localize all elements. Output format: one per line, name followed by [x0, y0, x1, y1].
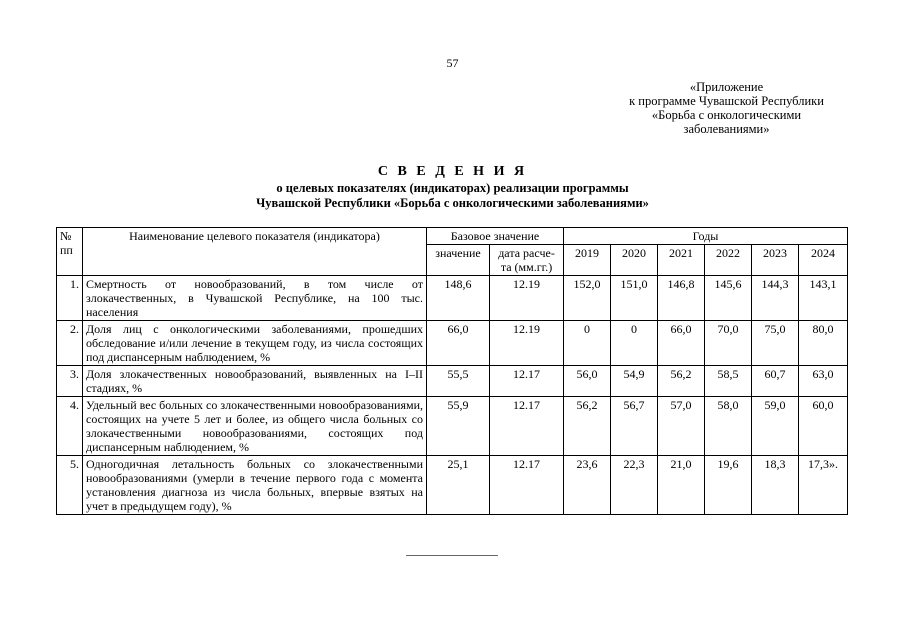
row-base-date: 12.19: [490, 321, 564, 366]
row-year-value: 59,0: [752, 397, 799, 456]
appendix-line: «Борьба с онкологическими: [651, 108, 802, 122]
row-year-value: 146,8: [658, 276, 705, 321]
row-year-value: 70,0: [705, 321, 752, 366]
row-year-value: 22,3: [611, 456, 658, 515]
row-year-value: 75,0: [752, 321, 799, 366]
row-year-value: 17,3».: [799, 456, 848, 515]
row-base-date: 12.17: [490, 397, 564, 456]
row-indicator-name: Смертность от новообразований, в том числе от злокачественных, в Чувашской Республике, на 100 тыс. населения: [83, 276, 427, 321]
row-year-value: 143,1: [799, 276, 848, 321]
footer-divider: [406, 555, 498, 556]
row-number: 3.: [57, 366, 83, 397]
row-year-value: 56,2: [564, 397, 611, 456]
header-base-value-date: дата расче-та (мм.гг.): [490, 245, 564, 276]
indicators-table: [56, 227, 848, 515]
page-number: 57: [446, 56, 459, 70]
row-year-value: 58,5: [705, 366, 752, 397]
header-years: Годы: [564, 228, 848, 245]
row-year-value: 0: [564, 321, 611, 366]
row-number: 5.: [57, 456, 83, 515]
row-year-value: 151,0: [611, 276, 658, 321]
row-year-value: 18,3: [752, 456, 799, 515]
row-year-value: 56,0: [564, 366, 611, 397]
appendix-note: [594, 80, 859, 136]
row-base-value: 55,9: [427, 397, 490, 456]
row-base-value: 25,1: [427, 456, 490, 515]
title-subtitle-line1: о целевых показателях (индикаторах) реализации программы: [276, 181, 629, 195]
row-indicator-name: Одногодичная летальность больных со злокачественными новообразованиями (умерли в течение первого года с момента установления диагноза из числа больных, впервые взятых на учет в предыдущем году), %: [83, 456, 427, 515]
row-year-value: 152,0: [564, 276, 611, 321]
row-year-value: 63,0: [799, 366, 848, 397]
header-year: 2021: [658, 245, 705, 276]
title-main: С В Е Д Е Н И Я: [377, 164, 528, 179]
row-year-value: 21,0: [658, 456, 705, 515]
header-year: 2019: [564, 245, 611, 276]
row-year-value: 145,6: [705, 276, 752, 321]
row-year-value: 19,6: [705, 456, 752, 515]
title-subtitle-line2: Чувашской Республики «Борьба с онкологическими заболеваниями»: [256, 196, 649, 210]
header-base-value-value: значение: [427, 245, 490, 276]
row-base-value: 55,5: [427, 366, 490, 397]
row-year-value: 60,0: [799, 397, 848, 456]
row-year-value: 80,0: [799, 321, 848, 366]
table-header-row: [57, 228, 848, 245]
row-year-value: 57,0: [658, 397, 705, 456]
header-year: 2020: [611, 245, 658, 276]
table-row: [57, 321, 848, 366]
header-year: 2023: [752, 245, 799, 276]
header-number-sign: №: [60, 229, 72, 243]
row-year-value: 58,0: [705, 397, 752, 456]
document-title: [0, 163, 905, 211]
row-number: 1.: [57, 276, 83, 321]
row-number: 4.: [57, 397, 83, 456]
table-row: [57, 366, 848, 397]
row-year-value: 56,7: [611, 397, 658, 456]
row-indicator-name: Удельный вес больных со злокачественными новообразованиями, состоящих на учете 5 лет и более, из общего числа больных со злокачественными новообразованиями, состоящих под диспансерным наблюдением, %: [83, 397, 427, 456]
header-number-abbr: пп: [60, 243, 73, 257]
header-base-value: Базовое значение: [427, 228, 564, 245]
row-year-value: 60,7: [752, 366, 799, 397]
appendix-line: к программе Чувашской Республики: [629, 94, 824, 108]
row-base-date: 12.17: [490, 456, 564, 515]
row-year-value: 23,6: [564, 456, 611, 515]
table-row: [57, 456, 848, 515]
header-number: [57, 228, 83, 276]
table-row: [57, 276, 848, 321]
row-base-value: 66,0: [427, 321, 490, 366]
row-indicator-name: Доля злокачественных новообразований, выявленных на I–II стадиях, %: [83, 366, 427, 397]
row-base-date: 12.17: [490, 366, 564, 397]
header-year: 2024: [799, 245, 848, 276]
appendix-line: «Приложение: [689, 80, 764, 94]
row-base-value: 148,6: [427, 276, 490, 321]
row-year-value: 144,3: [752, 276, 799, 321]
table-row: [57, 397, 848, 456]
row-indicator-name: Доля лиц с онкологическими заболеваниями, прошедших обследование и/или лечение в текущем году, из числа состоящих под диспансерным наблюдением, %: [83, 321, 427, 366]
row-base-date: 12.19: [490, 276, 564, 321]
row-year-value: 66,0: [658, 321, 705, 366]
row-year-value: 54,9: [611, 366, 658, 397]
header-indicator-name: Наименование целевого показателя (индикатора): [83, 228, 427, 276]
appendix-line: заболеваниями»: [683, 122, 770, 136]
row-number: 2.: [57, 321, 83, 366]
row-year-value: 56,2: [658, 366, 705, 397]
header-year: 2022: [705, 245, 752, 276]
row-year-value: 0: [611, 321, 658, 366]
